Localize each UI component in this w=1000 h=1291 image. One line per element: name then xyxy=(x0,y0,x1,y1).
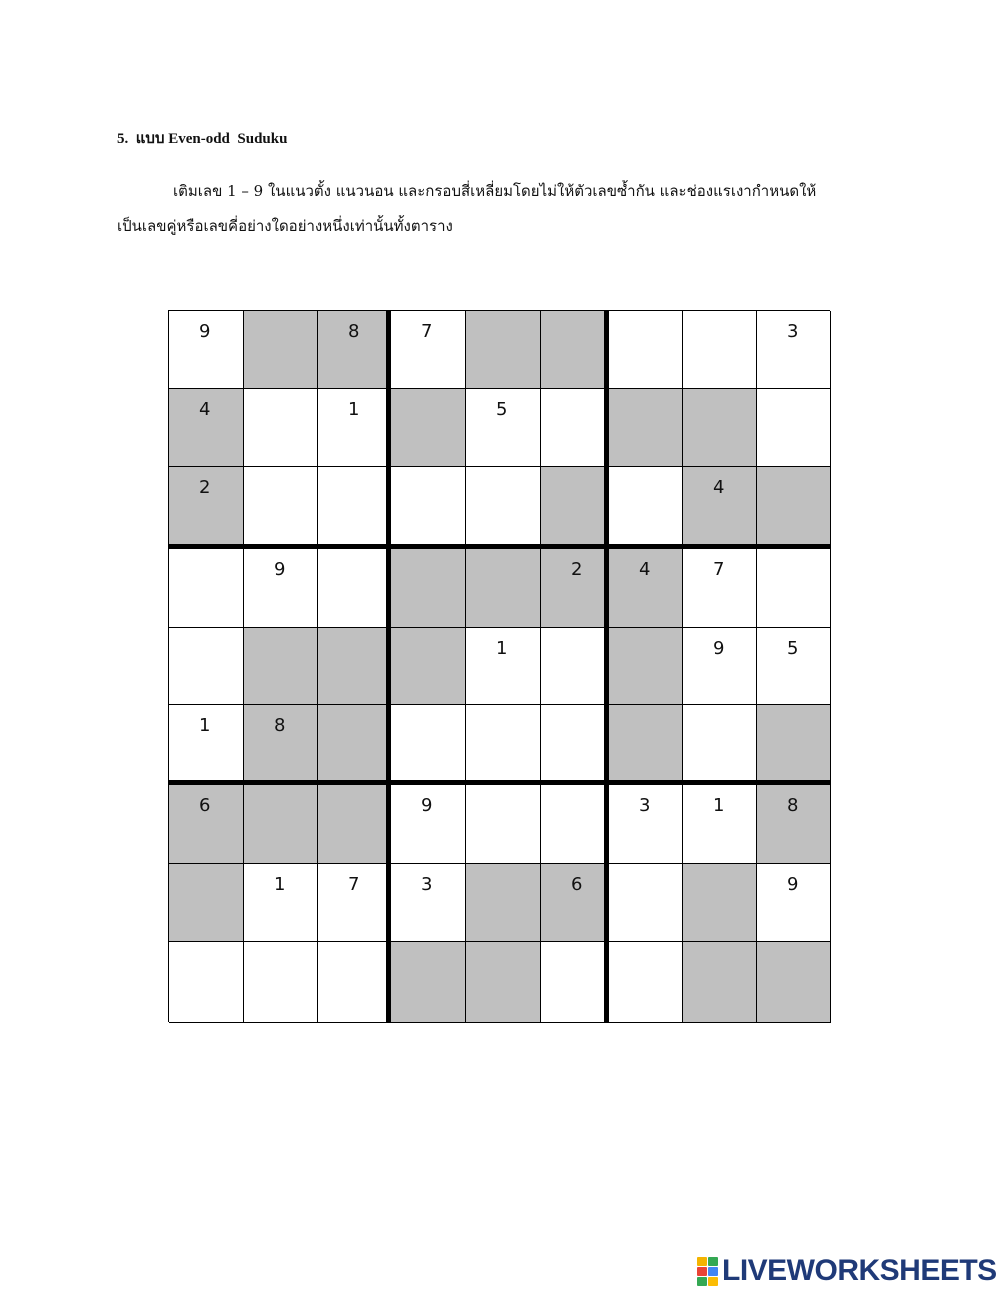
sudoku-cell-r9-c6[interactable] xyxy=(541,942,609,1023)
cell-value: 1 xyxy=(713,795,725,816)
cell-value: 3 xyxy=(421,874,433,895)
cell-value: 8 xyxy=(348,321,360,342)
sudoku-cell-r5-c8 xyxy=(683,628,757,705)
instructions xyxy=(117,174,887,244)
sudoku-cell-r3-c3[interactable] xyxy=(318,467,391,549)
sudoku-cell-r5-c4[interactable] xyxy=(391,628,466,705)
sudoku-cell-r5-c3[interactable] xyxy=(318,628,391,705)
sudoku-cell-r2-c1 xyxy=(169,389,244,467)
sudoku-cell-r7-c3[interactable] xyxy=(318,785,391,864)
sudoku-cell-r1-c8[interactable] xyxy=(683,311,757,389)
sudoku-cell-r2-c2[interactable] xyxy=(244,389,318,467)
sudoku-cell-r9-c8[interactable] xyxy=(683,942,757,1023)
sudoku-cell-r3-c9[interactable] xyxy=(757,467,831,549)
sudoku-cell-r8-c3 xyxy=(318,864,391,942)
cell-value: 9 xyxy=(713,638,725,659)
sudoku-cell-r9-c3[interactable] xyxy=(318,942,391,1023)
cell-value: 4 xyxy=(713,477,725,498)
cell-value: 3 xyxy=(787,321,799,342)
sudoku-cell-r1-c1 xyxy=(169,311,244,389)
sudoku-cell-r8-c2 xyxy=(244,864,318,942)
sudoku-cell-r1-c4 xyxy=(391,311,466,389)
logo-mark-block xyxy=(708,1257,718,1266)
sudoku-cell-r2-c3 xyxy=(318,389,391,467)
cell-value: 4 xyxy=(199,399,211,420)
sudoku-cell-r2-c9[interactable] xyxy=(757,389,831,467)
liveworksheets-logo-icon xyxy=(697,1257,718,1285)
sudoku-cell-r4-c4[interactable] xyxy=(391,549,466,628)
logo-mark-block xyxy=(697,1257,707,1266)
sudoku-cell-r3-c8 xyxy=(683,467,757,549)
sudoku-cell-r3-c4[interactable] xyxy=(391,467,466,549)
sudoku-cell-r2-c8[interactable] xyxy=(683,389,757,467)
sudoku-cell-r3-c2[interactable] xyxy=(244,467,318,549)
sudoku-cell-r9-c7[interactable] xyxy=(609,942,683,1023)
cell-value: 2 xyxy=(571,559,583,580)
logo-mark-block xyxy=(708,1267,718,1276)
sudoku-cell-r3-c1 xyxy=(169,467,244,549)
sudoku-cell-r7-c5[interactable] xyxy=(466,785,541,864)
sudoku-cell-r6-c1 xyxy=(169,705,244,785)
sudoku-cell-r6-c5[interactable] xyxy=(466,705,541,785)
cell-value: 6 xyxy=(199,795,211,816)
sudoku-cell-r7-c6[interactable] xyxy=(541,785,609,864)
sudoku-cell-r4-c5[interactable] xyxy=(466,549,541,628)
sudoku-cell-r8-c9 xyxy=(757,864,831,942)
cell-value: 9 xyxy=(274,559,286,580)
sudoku-cell-r3-c7[interactable] xyxy=(609,467,683,549)
sudoku-cell-r7-c8 xyxy=(683,785,757,864)
cell-value: 6 xyxy=(571,874,583,895)
sudoku-cell-r8-c7[interactable] xyxy=(609,864,683,942)
exercise-title: 5. แบบ Even-odd Suduku xyxy=(117,131,288,147)
sudoku-cell-r7-c4 xyxy=(391,785,466,864)
sudoku-cell-r6-c6[interactable] xyxy=(541,705,609,785)
sudoku-cell-r9-c5[interactable] xyxy=(466,942,541,1023)
sudoku-cell-r9-c9[interactable] xyxy=(757,942,831,1023)
sudoku-cell-r1-c7[interactable] xyxy=(609,311,683,389)
sudoku-cell-r5-c5 xyxy=(466,628,541,705)
logo-text: LIVEWORKSHEETS xyxy=(722,1254,997,1287)
sudoku-cell-r9-c4[interactable] xyxy=(391,942,466,1023)
sudoku-cell-r7-c9 xyxy=(757,785,831,864)
sudoku-cell-r8-c8[interactable] xyxy=(683,864,757,942)
cell-value: 5 xyxy=(787,638,799,659)
cell-value: 4 xyxy=(639,559,651,580)
cell-value: 7 xyxy=(348,874,360,895)
sudoku-cell-r2-c6[interactable] xyxy=(541,389,609,467)
sudoku-cell-r6-c7[interactable] xyxy=(609,705,683,785)
cell-value: 2 xyxy=(199,477,211,498)
liveworksheets-logo xyxy=(697,1255,997,1287)
cell-value: 8 xyxy=(787,795,799,816)
cell-value: 7 xyxy=(421,321,433,342)
cell-value: 7 xyxy=(713,559,725,580)
sudoku-cell-r6-c4[interactable] xyxy=(391,705,466,785)
instructions-line-2: เป็นเลขคู่หรือเลขคี่อย่างใดอย่างหนึ่งเท่านั้นทั้งตาราง xyxy=(117,217,453,235)
sudoku-grid xyxy=(168,310,830,1022)
sudoku-cell-r1-c3 xyxy=(318,311,391,389)
sudoku-cell-r8-c6 xyxy=(541,864,609,942)
sudoku-cell-r5-c9 xyxy=(757,628,831,705)
sudoku-cell-r1-c9 xyxy=(757,311,831,389)
sudoku-cell-r3-c5[interactable] xyxy=(466,467,541,549)
sudoku-cell-r4-c3[interactable] xyxy=(318,549,391,628)
sudoku-cell-r4-c7 xyxy=(609,549,683,628)
sudoku-cell-r4-c1[interactable] xyxy=(169,549,244,628)
sudoku-cell-r5-c1[interactable] xyxy=(169,628,244,705)
sudoku-cell-r6-c8[interactable] xyxy=(683,705,757,785)
sudoku-cell-r2-c7[interactable] xyxy=(609,389,683,467)
sudoku-cell-r7-c2[interactable] xyxy=(244,785,318,864)
sudoku-cell-r8-c4 xyxy=(391,864,466,942)
sudoku-cell-r4-c6 xyxy=(541,549,609,628)
sudoku-cell-r4-c8 xyxy=(683,549,757,628)
cell-value: 1 xyxy=(348,399,360,420)
sudoku-cell-r1-c5[interactable] xyxy=(466,311,541,389)
sudoku-cell-r1-c6[interactable] xyxy=(541,311,609,389)
cell-value: 9 xyxy=(199,321,211,342)
sudoku-cell-r6-c3[interactable] xyxy=(318,705,391,785)
sudoku-cell-r8-c1[interactable] xyxy=(169,864,244,942)
sudoku-cell-r6-c9[interactable] xyxy=(757,705,831,785)
sudoku-cell-r7-c7 xyxy=(609,785,683,864)
cell-value: 1 xyxy=(199,715,211,736)
cell-value: 1 xyxy=(496,638,508,659)
sudoku-cell-r4-c2 xyxy=(244,549,318,628)
sudoku-cell-r9-c1[interactable] xyxy=(169,942,244,1023)
sudoku-cell-r3-c6[interactable] xyxy=(541,467,609,549)
sudoku-cell-r9-c2[interactable] xyxy=(244,942,318,1023)
sudoku-cell-r1-c2[interactable] xyxy=(244,311,318,389)
cell-value: 8 xyxy=(274,715,286,736)
logo-mark-block xyxy=(697,1277,707,1286)
sudoku-cell-r6-c2 xyxy=(244,705,318,785)
logo-mark-block xyxy=(697,1267,707,1276)
sudoku-cell-r2-c4[interactable] xyxy=(391,389,466,467)
cell-value: 9 xyxy=(421,795,433,816)
sudoku-cell-r5-c6[interactable] xyxy=(541,628,609,705)
cell-value: 9 xyxy=(787,874,799,895)
cell-value: 1 xyxy=(274,874,286,895)
cell-value: 3 xyxy=(639,795,651,816)
instructions-line-1: เติมเลข 1 – 9 ในแนวตั้ง แนวนอน และกรอบสี่เหลี่ยมโดยไม่ให้ตัวเลขซ้ำกัน และช่องแรเงากำหนดให้ xyxy=(173,182,817,200)
sudoku-cell-r4-c9[interactable] xyxy=(757,549,831,628)
sudoku-cell-r7-c1 xyxy=(169,785,244,864)
sudoku-cell-r5-c2[interactable] xyxy=(244,628,318,705)
cell-value: 5 xyxy=(496,399,508,420)
logo-mark-block xyxy=(708,1277,718,1286)
sudoku-cell-r8-c5[interactable] xyxy=(466,864,541,942)
sudoku-cell-r5-c7[interactable] xyxy=(609,628,683,705)
sudoku-cell-r2-c5 xyxy=(466,389,541,467)
